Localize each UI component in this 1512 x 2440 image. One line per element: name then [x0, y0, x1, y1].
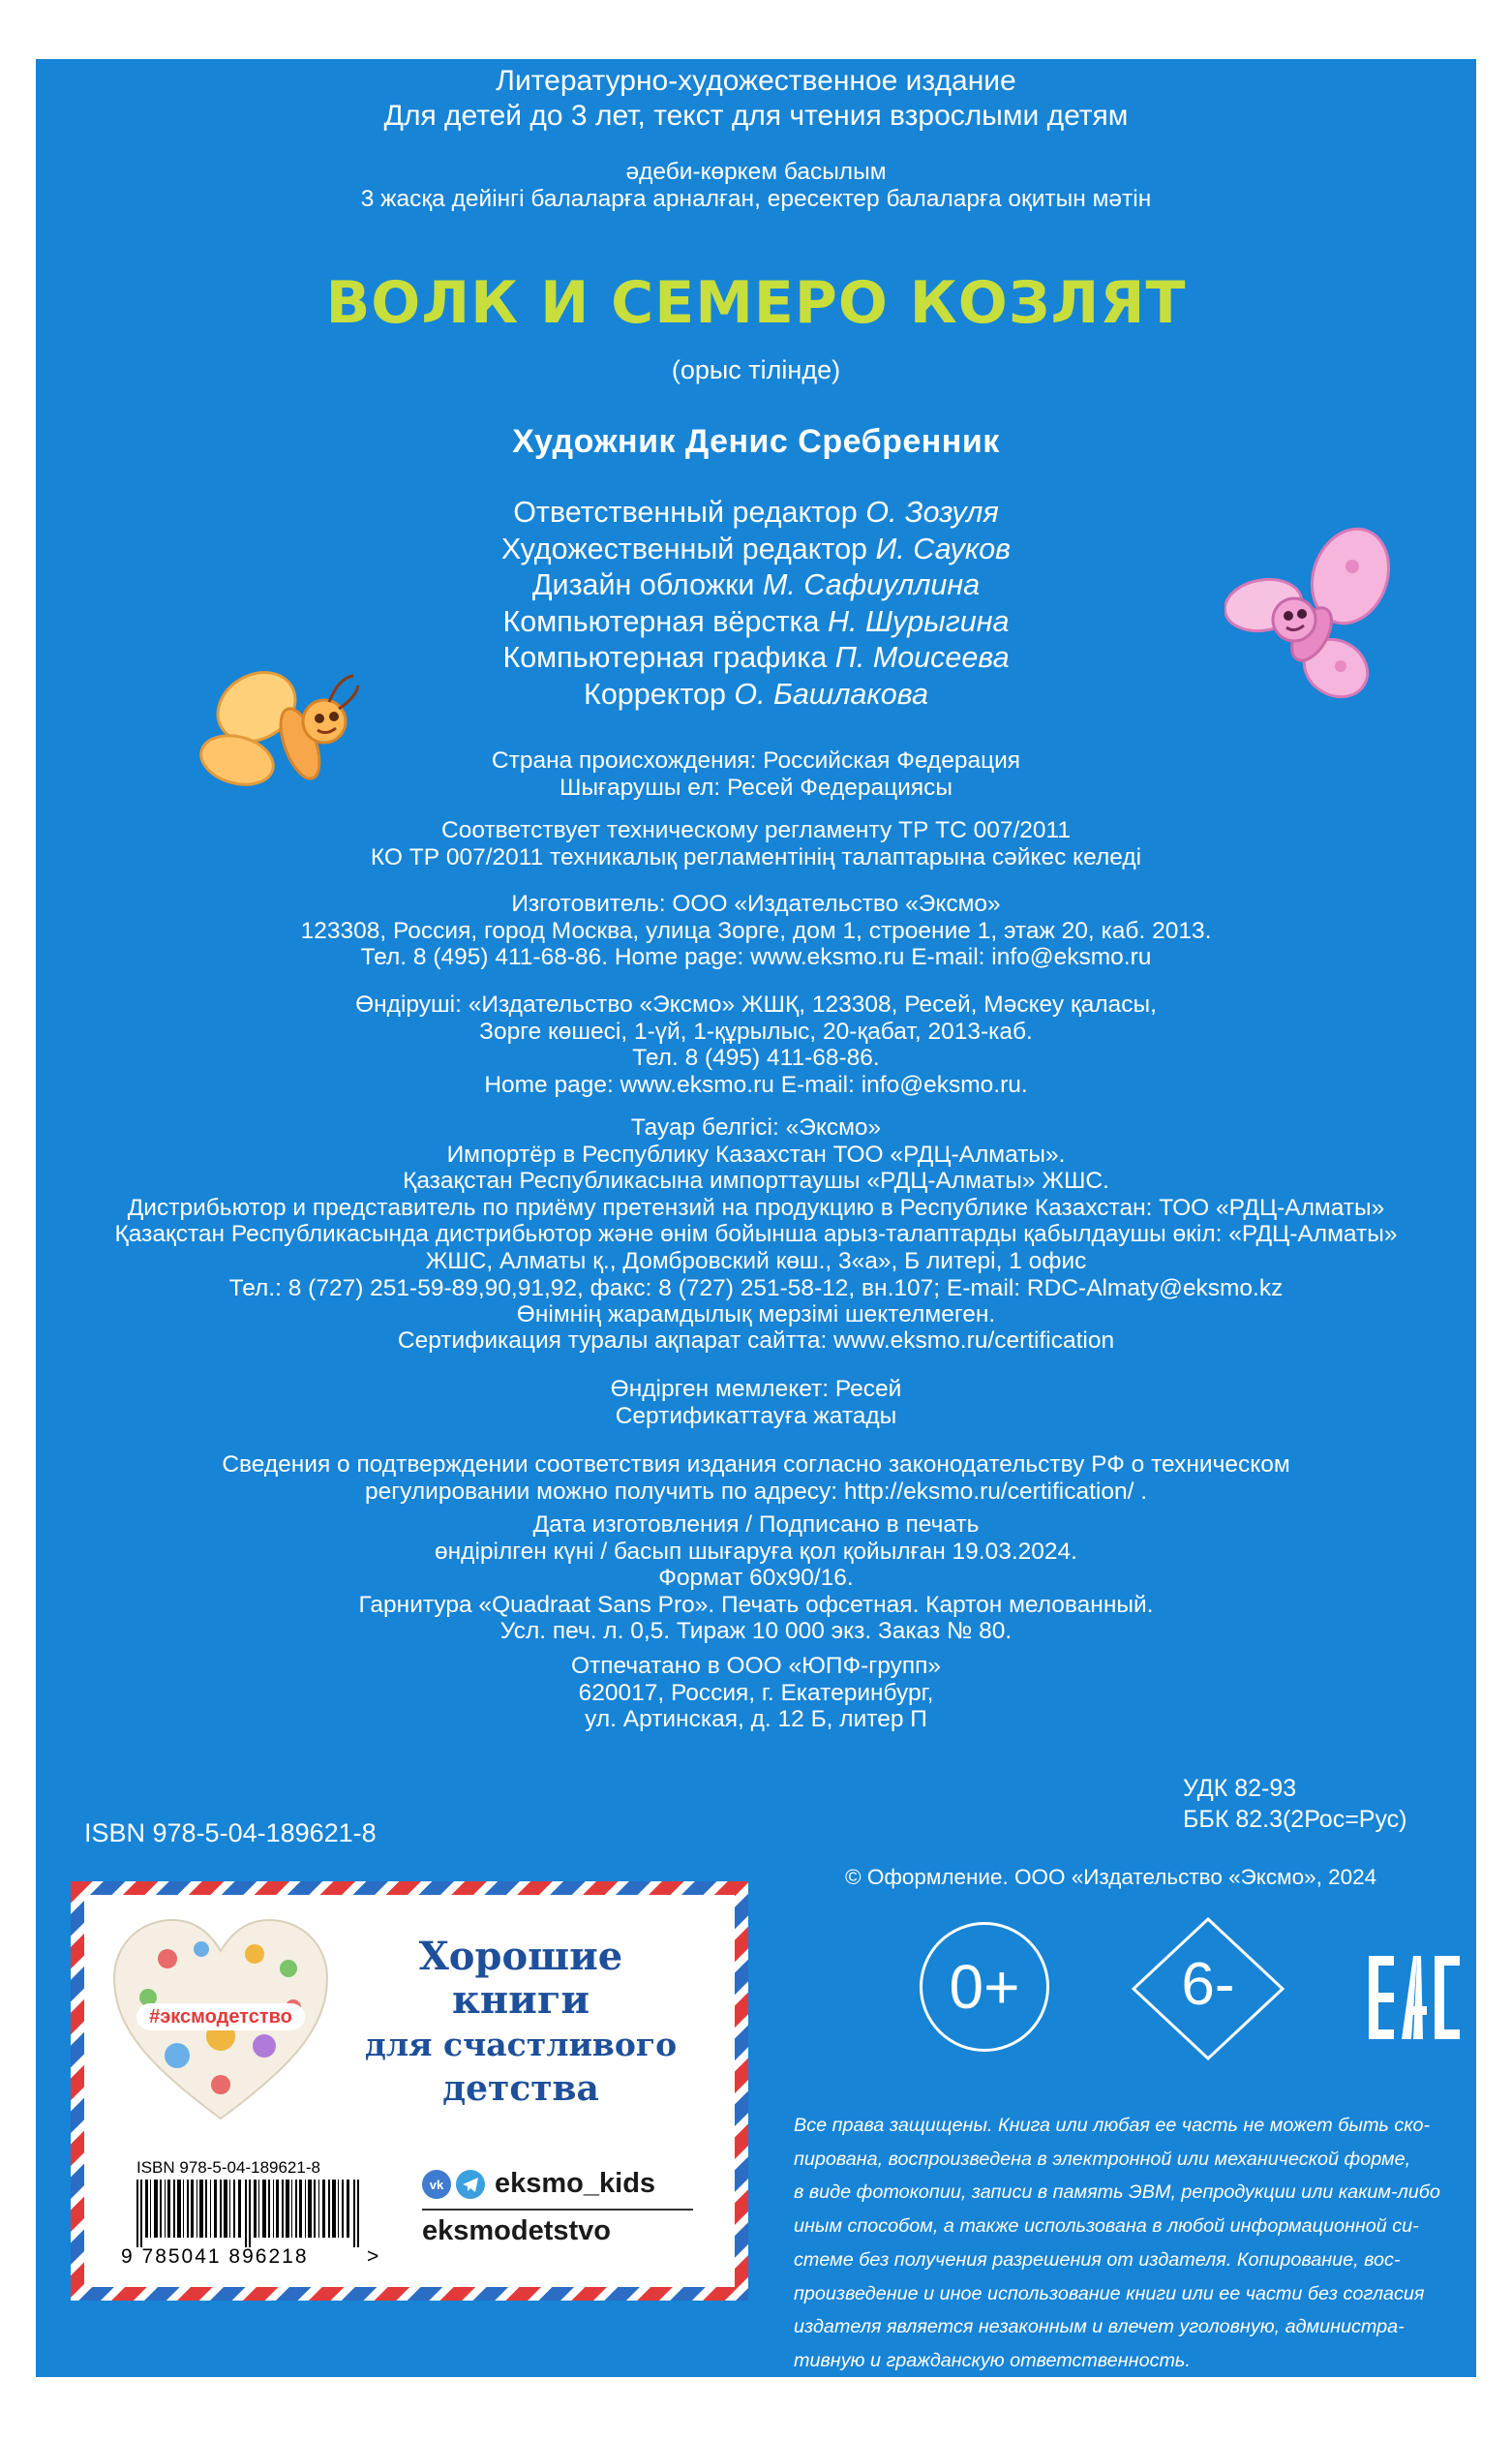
- rights-line: издателя является незаконным и влечет уголовную, администра-: [794, 2316, 1405, 2338]
- slogan-line: детства: [442, 2068, 599, 2109]
- print-info-line: Формат 60x90/16.: [658, 1565, 854, 1592]
- confirmation-block: [0, 1451, 1512, 1505]
- udk-block: [1183, 1773, 1407, 1835]
- header-kz-line-1: әдеби-көркем басылым: [625, 159, 887, 185]
- eac-mark-icon: [1369, 1956, 1460, 2039]
- regulation-line: КО ТР 007/2011 техникалық регламентінің талаптарына сәйкес келеді: [370, 843, 1142, 870]
- importer-line: Өнімнің жарамдылық мерзімі шектелмеген.: [516, 1301, 996, 1328]
- print-info-line: Гарнитура «Quadraat Sans Pro». Печать офсетная. Картон мелованный.: [358, 1591, 1154, 1618]
- rights-line: в виде фотокопии, записи в память ЭВМ, репродукции или каким-либо: [794, 2181, 1440, 2204]
- credit-line: Компьютерная вёрстка Н. Шурыгина: [502, 604, 1010, 638]
- importer-line: Тел.: 8 (727) 251-59-89,90,91,92, факс: 8 (727) 251-58-12, вн.107; E-mail: RDC-Almaty@eksmo.kz: [228, 1274, 1284, 1301]
- barcode-digits: 9 785041 896218: [121, 2245, 309, 2268]
- print-info-line: Усл. печ. л. 0,5. Тираж 10 000 экз. Заказ № 80.: [499, 1618, 1013, 1645]
- slogan-line: Хорошие: [418, 1934, 623, 1979]
- slogan-line: книги: [451, 1977, 590, 2023]
- importer-line: Тауар белгісі: «Эксмо»: [630, 1114, 882, 1141]
- country-block: [0, 1376, 1512, 1429]
- bbk-line: ББК 82.3(2Рос=Рус): [1183, 1806, 1407, 1833]
- manufacturer-kz-line: Зорге көшесі, 1-үй, 1-құрылыс, 20-қабат, 2013-каб.: [479, 1018, 1033, 1045]
- manufacturer-block: [0, 891, 1512, 971]
- age-rating-2: 6-: [1181, 1951, 1235, 2018]
- rights-line: произведение и иное использование книги или ее части без согласия: [794, 2282, 1425, 2304]
- manufacturer-kz-line: Өндіруші: «Издательство «Эксмо» ЖШҚ, 123308, Ресей, Мәскеу қаласы,: [355, 991, 1157, 1018]
- butterfly-pink-icon: [1225, 523, 1408, 717]
- print-info-line: Дата изготовления / Подписано в печать: [532, 1511, 980, 1538]
- barcode-box: [113, 2152, 396, 2273]
- credit-line: Ответственный редактор О. Зозуля: [513, 496, 999, 529]
- printer-line: Отпечатано в ООО «ЮПФ-групп»: [570, 1653, 941, 1679]
- confirmation-line: регулировании можно получить по адресу: http://eksmo.ru/certification/ .: [364, 1478, 1148, 1505]
- social-divider: [422, 2209, 693, 2211]
- importer-block: [0, 1114, 1512, 1328]
- copyright: © Оформление. ООО «Издательство «Эксмо», 2024: [845, 1865, 1377, 1889]
- country-line: Сертификаттауға жатады: [615, 1402, 897, 1429]
- header-line-2: Для детей до 3 лет, текст для чтения взрослыми детям: [383, 100, 1129, 132]
- manufacturer-line: Тел. 8 (495) 411-68-86. Home page: www.eksmo.ru E-mail: info@eksmo.ru: [360, 944, 1152, 971]
- manufacturer-kz-line: Тел. 8 (495) 411-68-86.: [632, 1045, 880, 1072]
- regulation-block: [0, 817, 1512, 870]
- social-eksmo-kids[interactable]: eksmo_kids: [495, 2168, 656, 2199]
- manufacturer-line: 123308, Россия, город Москва, улица Зорге, дом 1, строение 1, этаж 20, каб. 2013.: [300, 917, 1212, 944]
- printer-line: 620017, Россия, г. Екатеринбург,: [578, 1679, 934, 1706]
- rights-line: пирована, воспроизведена в электронной или механической форме,: [794, 2148, 1411, 2170]
- country-line: Өндірген мемлекет: Ресей: [610, 1376, 902, 1402]
- udk-line: УДК 82-93: [1183, 1775, 1297, 1802]
- rights-line: Все права защищены. Книга или любая ее часть не может быть ско-: [794, 2115, 1431, 2136]
- slogan: [361, 1936, 680, 2110]
- hashtag: #эксмодетство: [149, 2006, 292, 2028]
- regulation-line: Соответствует техническому регламенту ТР ТС 007/2011: [441, 817, 1071, 843]
- importer-line: Қазақстан Республикасында дистрибьютор және өнім бойынша арыз-талаптарды қабылдаушы өкіл: «РДЦ-Алматы»: [114, 1221, 1398, 1248]
- origin-line: Страна происхождения: Российская Федерация: [491, 747, 1021, 774]
- origin-line: Шығарушы ел: Ресей Федерациясы: [559, 774, 953, 801]
- telegram-icon[interactable]: [456, 2170, 485, 2199]
- book-subtitle: (орыс тілінде): [671, 355, 841, 384]
- rights-line: стеме без получения разрешения от издателя. Копирование, вос-: [794, 2248, 1401, 2271]
- print-info-line: өндірілген күні / басып шығаруға қол қойылған 19.03.2024.: [435, 1538, 1077, 1565]
- importer-line: Қазақстан Республикасына импорттаушы «РДЦ-Алматы» ЖШС.: [403, 1168, 1109, 1195]
- importer-line: Дистрибьютор и представитель по приёму претензий на продукцию в Республике Казахстан: ТОО «РДЦ-Алматы»: [127, 1194, 1385, 1221]
- importer-line: Импортёр в Республику Казахстан ТОО «РДЦ-Алматы».: [446, 1141, 1066, 1168]
- slogan-line: для счастливого: [364, 2026, 678, 2063]
- social-eksmodetstvo[interactable]: eksmodetstvo: [422, 2215, 612, 2246]
- manufacturer-kz-line: Home page: www.eksmo.ru E-mail: info@eksmo.ru.: [484, 1071, 1028, 1098]
- credit-line: Художественный редактор И. Сауков: [500, 532, 1012, 565]
- rights-notice: [794, 2109, 1462, 2378]
- print-info-block: [0, 1511, 1512, 1645]
- rights-line: иным способом, а также использована в любой информационной си-: [794, 2215, 1419, 2238]
- manufacturer-kz-block: [0, 991, 1512, 1098]
- age-rating-badge: 0+: [920, 1922, 1049, 2052]
- isbn: ISBN 978-5-04-189621-8: [84, 1818, 377, 1847]
- manufacturer-line: Изготовитель: ООО «Издательство «Эксмо»: [511, 891, 1001, 917]
- importer-line: ЖШС, Алматы қ., Домбровский көш., 3«а», Б литері, 1 офис: [425, 1247, 1087, 1274]
- credit-line: Дизайн обложки М. Сафиуллина: [531, 568, 981, 601]
- book-title: ВОЛК И СЕМЕРО КОЗЛЯТ: [325, 269, 1187, 337]
- printer-line: ул. Артинская, д. 12 Б, литер П: [585, 1706, 927, 1733]
- confirmation-line: Сведения о подтверждении соответствия издания согласно законодательству РФ о техническом: [222, 1451, 1290, 1478]
- illustrator: Художник Денис Сребренник: [512, 423, 1000, 460]
- vk-icon[interactable]: [422, 2170, 451, 2199]
- svg-text:vk: vk: [429, 2178, 444, 2192]
- rights-line: тивную и гражданскую ответственность.: [794, 2349, 1191, 2371]
- credit-line: Корректор О. Башлакова: [584, 677, 928, 711]
- printer-block: [0, 1653, 1512, 1733]
- eksmo-sticker: [71, 1881, 748, 2301]
- certification-info: Сертификация туралы ақпарат сайтта: www.eksmo.ru/certification: [397, 1327, 1115, 1354]
- credit-line: Компьютерная графика П. Моисеева: [502, 641, 1010, 674]
- header-ru: [0, 64, 1512, 134]
- header-line-1: Литературно-художественное издание: [496, 65, 1016, 97]
- origin-block: [0, 747, 1512, 801]
- header-kz: [0, 159, 1512, 213]
- barcode-arrow: >: [367, 2245, 379, 2268]
- barcode-isbn: ISBN 978-5-04-189621-8: [136, 2158, 320, 2177]
- barcode-icon: [136, 2180, 378, 2247]
- header-kz-line-2: 3 жасқа дейінгі балаларға арналған, ересектер балаларға оқитын мәтін: [360, 186, 1152, 212]
